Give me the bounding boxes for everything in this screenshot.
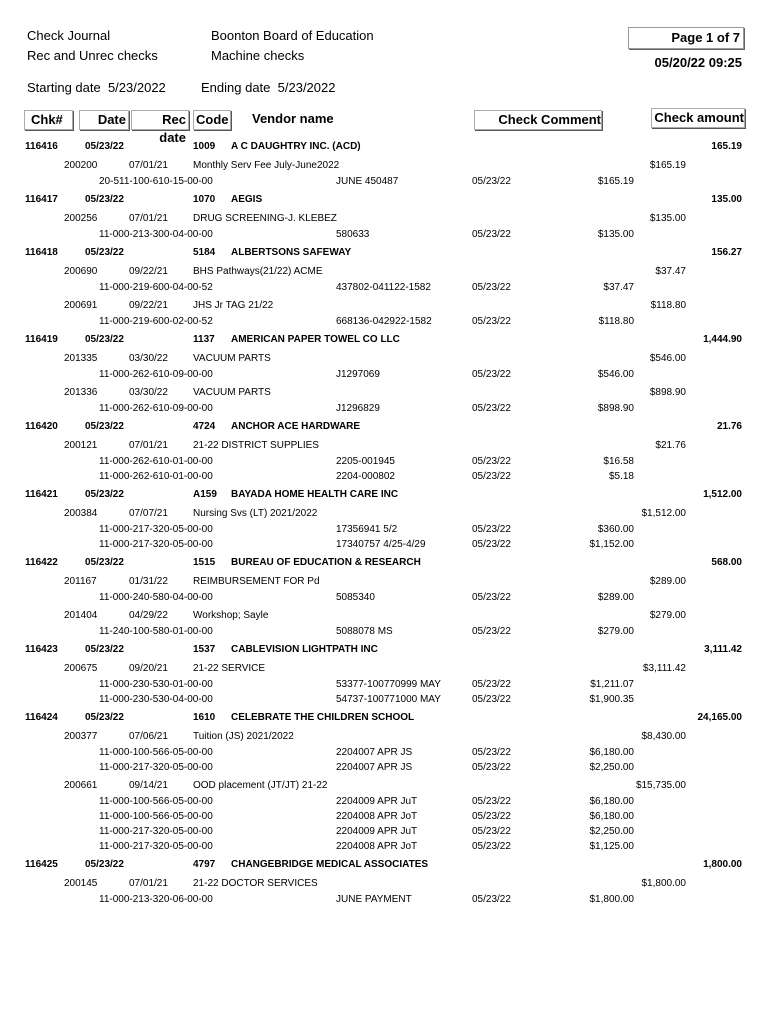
account-number: 11-000-217-320-05-00-00 bbox=[99, 826, 213, 837]
ending-date-label: Ending date bbox=[201, 80, 271, 95]
line-amount: $118.80 bbox=[598, 316, 634, 327]
line-amount: $1,211.07 bbox=[590, 679, 634, 690]
check-date: 05/23/22 bbox=[85, 557, 124, 568]
vendor-code: 4797 bbox=[193, 859, 216, 870]
invoice-description: Monthly Serv Fee July-June2022 bbox=[193, 160, 340, 171]
invoice-date: 01/31/22 bbox=[129, 576, 168, 587]
starting-date-block bbox=[27, 80, 166, 95]
check-number: 116425 bbox=[25, 859, 58, 870]
line-amount: $5.18 bbox=[608, 471, 634, 482]
line-rec-date: 05/23/22 bbox=[472, 176, 511, 187]
check-type: Machine checks bbox=[211, 48, 305, 63]
reference: 668136-042922-1582 bbox=[336, 316, 432, 327]
account-number: 11-000-230-530-04-00-00 bbox=[99, 694, 213, 705]
invoice-description: VACUUM PARTS bbox=[193, 353, 271, 364]
po-number: 200377 bbox=[64, 731, 98, 742]
line-rec-date: 05/23/22 bbox=[472, 679, 511, 690]
line-amount: $546.00 bbox=[597, 369, 634, 380]
check-number: 116423 bbox=[25, 644, 58, 655]
invoice-amount: $546.00 bbox=[649, 353, 686, 364]
line-amount: $2,250.00 bbox=[589, 762, 634, 773]
check-total: 165.19 bbox=[711, 141, 742, 152]
line-amount: $1,800.00 bbox=[589, 894, 634, 905]
col-header-comment: Check Comment bbox=[474, 110, 602, 130]
check-number: 116421 bbox=[25, 489, 58, 500]
invoice-amount: $1,512.00 bbox=[641, 508, 686, 519]
invoice-date: 07/01/21 bbox=[129, 440, 168, 451]
vendor-name: CELEBRATE THE CHILDREN SCHOOL bbox=[231, 712, 415, 723]
check-total: 568.00 bbox=[711, 557, 742, 568]
check-total: 156.27 bbox=[711, 247, 742, 258]
po-number: 201404 bbox=[64, 610, 98, 621]
invoice-amount: $165.19 bbox=[649, 160, 686, 171]
po-number: 201336 bbox=[64, 387, 98, 398]
line-amount: $16.58 bbox=[603, 456, 634, 467]
invoice-date: 07/01/21 bbox=[129, 878, 168, 889]
po-number: 200256 bbox=[64, 213, 98, 224]
po-number: 200121 bbox=[64, 440, 98, 451]
reference: J1296829 bbox=[336, 403, 380, 414]
invoice-date: 07/01/21 bbox=[129, 160, 168, 171]
line-rec-date: 05/23/22 bbox=[472, 403, 511, 414]
line-rec-date: 05/23/22 bbox=[472, 826, 511, 837]
reference: 2204008 APR JoT bbox=[336, 811, 418, 822]
account-number: 11-000-240-580-04-00-00 bbox=[99, 592, 213, 603]
po-number: 200690 bbox=[64, 266, 98, 277]
line-amount: $6,180.00 bbox=[589, 796, 634, 807]
account-number: 11-000-217-320-05-00-00 bbox=[99, 524, 213, 535]
check-date: 05/23/22 bbox=[85, 334, 124, 345]
po-number: 201335 bbox=[64, 353, 98, 364]
account-number: 11-000-100-566-05-00-00 bbox=[99, 747, 213, 758]
account-number: 11-000-262-610-01-00-00 bbox=[99, 456, 213, 467]
check-date: 05/23/22 bbox=[85, 194, 124, 205]
line-rec-date: 05/23/22 bbox=[472, 229, 511, 240]
invoice-description: 21-22 DISTRICT SUPPLIES bbox=[193, 440, 319, 451]
account-number: 11-000-100-566-05-00-00 bbox=[99, 811, 213, 822]
invoice-date: 03/30/22 bbox=[129, 353, 168, 364]
check-number: 116422 bbox=[25, 557, 58, 568]
reference: 2204007 APR JS bbox=[336, 747, 413, 758]
check-number: 116416 bbox=[25, 141, 58, 152]
vendor-name: BAYADA HOME HEALTH CARE INC bbox=[231, 489, 399, 500]
vendor-name: AMERICAN PAPER TOWEL CO LLC bbox=[231, 334, 400, 345]
reference: 2204007 APR JS bbox=[336, 762, 413, 773]
line-rec-date: 05/23/22 bbox=[472, 762, 511, 773]
account-number: 11-000-217-320-05-00-00 bbox=[99, 762, 213, 773]
report-title: Check Journal bbox=[27, 28, 111, 43]
line-rec-date: 05/23/22 bbox=[472, 626, 511, 637]
line-rec-date: 05/23/22 bbox=[472, 316, 511, 327]
line-rec-date: 05/23/22 bbox=[472, 747, 511, 758]
line-rec-date: 05/23/22 bbox=[472, 456, 511, 467]
starting-date: 5/23/2022 bbox=[107, 80, 166, 95]
account-number: 20-511-100-610-15-00-00 bbox=[99, 176, 213, 187]
line-rec-date: 05/23/22 bbox=[472, 524, 511, 535]
check-number: 116419 bbox=[25, 334, 58, 345]
check-date: 05/23/22 bbox=[85, 141, 124, 152]
vendor-code: 1137 bbox=[193, 334, 215, 345]
vendor-name: AEGIS bbox=[231, 194, 263, 205]
page-number: Page 1 of 7 bbox=[671, 30, 740, 45]
vendor-code: A159 bbox=[193, 489, 217, 500]
invoice-date: 09/22/21 bbox=[129, 300, 168, 311]
reference: 54737-100771000 MAY bbox=[336, 694, 441, 705]
account-number: 11-000-219-600-02-00-52 bbox=[99, 316, 213, 327]
reference: 17340757 4/25-4/29 bbox=[336, 539, 426, 550]
vendor-name: CABLEVISION LIGHTPATH INC bbox=[231, 644, 378, 655]
check-date: 05/23/22 bbox=[85, 421, 124, 432]
check-total: 3,111.42 bbox=[704, 644, 742, 655]
vendor-code: 1070 bbox=[193, 194, 216, 205]
line-amount: $6,180.00 bbox=[589, 811, 634, 822]
account-number: 11-000-100-566-05-00-00 bbox=[99, 796, 213, 807]
vendor-name: CHANGEBRIDGE MEDICAL ASSOCIATES bbox=[231, 859, 429, 870]
line-rec-date: 05/23/22 bbox=[472, 471, 511, 482]
invoice-description: Nursing Svs (LT) 2021/2022 bbox=[193, 508, 318, 519]
check-number: 116417 bbox=[25, 194, 58, 205]
invoice-amount: $1,800.00 bbox=[641, 878, 686, 889]
account-number: 11-000-262-610-09-00-00 bbox=[99, 369, 213, 380]
vendor-name: A C DAUGHTRY INC. (ACD) bbox=[231, 141, 361, 152]
line-amount: $1,152.00 bbox=[589, 539, 634, 550]
reference: 437802-041122-1582 bbox=[336, 282, 431, 293]
reference: 2204009 APR JuT bbox=[336, 826, 418, 837]
vendor-name: BUREAU OF EDUCATION & RESEARCH bbox=[231, 557, 421, 568]
check-total: 24,165.00 bbox=[697, 712, 742, 723]
check-date: 05/23/22 bbox=[85, 644, 124, 655]
invoice-description: Tuition (JS) 2021/2022 bbox=[193, 731, 294, 742]
invoice-amount: $118.80 bbox=[650, 300, 686, 311]
starting-date-label: Starting date bbox=[27, 80, 101, 95]
invoice-amount: $37.47 bbox=[655, 266, 686, 277]
check-date: 05/23/22 bbox=[85, 489, 124, 500]
invoice-amount: $279.00 bbox=[649, 610, 686, 621]
col-header-vendor: Vendor name bbox=[252, 111, 334, 126]
reference: 2204-000802 bbox=[336, 471, 395, 482]
invoice-date: 09/22/21 bbox=[129, 266, 168, 277]
vendor-name: ANCHOR ACE HARDWARE bbox=[231, 421, 361, 432]
reference: 5085340 bbox=[336, 592, 375, 603]
invoice-date: 03/30/22 bbox=[129, 387, 168, 398]
line-rec-date: 05/23/22 bbox=[472, 811, 511, 822]
col-header-date: Date bbox=[79, 110, 129, 130]
ending-date-block bbox=[201, 80, 335, 95]
reference: 5088078 MS bbox=[336, 626, 393, 637]
vendor-code: 1515 bbox=[193, 557, 216, 568]
po-number: 201167 bbox=[64, 576, 97, 587]
reference: 2204008 APR JoT bbox=[336, 841, 418, 852]
line-amount: $37.47 bbox=[603, 282, 634, 293]
invoice-date: 09/20/21 bbox=[129, 663, 168, 674]
account-number: 11-000-217-320-05-00-00 bbox=[99, 539, 213, 550]
line-rec-date: 05/23/22 bbox=[472, 841, 511, 852]
check-date: 05/23/22 bbox=[85, 859, 124, 870]
col-header-amount: Check amount bbox=[651, 108, 745, 128]
invoice-date: 07/01/21 bbox=[129, 213, 168, 224]
invoice-amount: $21.76 bbox=[655, 440, 686, 451]
line-rec-date: 05/23/22 bbox=[472, 369, 511, 380]
reference: JUNE 450487 bbox=[336, 176, 399, 187]
invoice-description: JHS Jr TAG 21/22 bbox=[193, 300, 274, 311]
line-rec-date: 05/23/22 bbox=[472, 592, 511, 603]
check-number: 116418 bbox=[25, 247, 58, 258]
account-number: 11-000-230-530-01-00-00 bbox=[99, 679, 213, 690]
reference: 2205-001945 bbox=[336, 456, 395, 467]
check-total: 1,800.00 bbox=[703, 859, 742, 870]
line-rec-date: 05/23/22 bbox=[472, 282, 511, 293]
run-datetime: 05/20/22 09:25 bbox=[654, 55, 742, 70]
col-header-rec-date: Rec date bbox=[131, 110, 189, 130]
invoice-description: REIMBURSEMENT FOR Pd bbox=[193, 576, 320, 587]
reference: JUNE PAYMENT bbox=[336, 894, 412, 905]
invoice-amount: $15,735.00 bbox=[635, 780, 686, 791]
check-date: 05/23/22 bbox=[85, 712, 124, 723]
col-header-chk: Chk# bbox=[24, 110, 73, 130]
report-subtitle: Rec and Unrec checks bbox=[27, 48, 158, 63]
col-header-code: Code bbox=[193, 110, 231, 130]
line-amount: $2,250.00 bbox=[589, 826, 634, 837]
line-amount: $165.19 bbox=[597, 176, 634, 187]
line-amount: $1,125.00 bbox=[589, 841, 634, 852]
invoice-amount: $8,430.00 bbox=[641, 731, 686, 742]
line-amount: $279.00 bbox=[597, 626, 634, 637]
check-date: 05/23/22 bbox=[85, 247, 124, 258]
reference: 17356941 5/2 bbox=[336, 524, 398, 535]
invoice-description: BHS Pathways(21/22) ACME bbox=[193, 266, 323, 277]
invoice-description: Workshop; Sayle bbox=[193, 610, 269, 621]
reference: 580633 bbox=[336, 229, 370, 240]
invoice-date: 04/29/22 bbox=[129, 610, 168, 621]
account-number: 11-000-219-600-04-00-52 bbox=[99, 282, 213, 293]
reference: 2204009 APR JuT bbox=[336, 796, 418, 807]
account-number: 11-000-262-610-09-00-00 bbox=[99, 403, 213, 414]
po-number: 200675 bbox=[64, 663, 98, 674]
line-amount: $6,180.00 bbox=[589, 747, 634, 758]
invoice-amount: $135.00 bbox=[649, 213, 686, 224]
reference: 53377-100770999 MAY bbox=[336, 679, 441, 690]
check-total: 1,512.00 bbox=[703, 489, 742, 500]
vendor-code: 1610 bbox=[193, 712, 216, 723]
po-number: 200691 bbox=[64, 300, 98, 311]
invoice-amount: $289.00 bbox=[649, 576, 686, 587]
invoice-description: 21-22 DOCTOR SERVICES bbox=[193, 878, 318, 889]
invoice-description: OOD placement (JT/JT) 21-22 bbox=[193, 780, 328, 791]
line-rec-date: 05/23/22 bbox=[472, 894, 511, 905]
check-number: 116420 bbox=[25, 421, 58, 432]
check-number: 116424 bbox=[25, 712, 58, 723]
invoice-description: DRUG SCREENING-J. KLEBEZ bbox=[193, 213, 337, 224]
line-amount: $289.00 bbox=[597, 592, 634, 603]
check-total: 21.76 bbox=[716, 421, 742, 432]
account-number: 11-000-262-610-01-00-00 bbox=[99, 471, 213, 482]
org-name: Boonton Board of Education bbox=[211, 28, 374, 43]
line-amount: $360.00 bbox=[597, 524, 634, 535]
vendor-code: 1009 bbox=[193, 141, 216, 152]
line-amount: $135.00 bbox=[597, 229, 634, 240]
account-number: 11-240-100-580-01-00-00 bbox=[99, 626, 213, 637]
line-rec-date: 05/23/22 bbox=[472, 796, 511, 807]
account-number: 11-000-217-320-05-00-00 bbox=[99, 841, 213, 852]
po-number: 200145 bbox=[64, 878, 98, 889]
invoice-date: 07/07/21 bbox=[129, 508, 168, 519]
po-number: 200384 bbox=[64, 508, 98, 519]
invoice-date: 09/14/21 bbox=[129, 780, 168, 791]
check-total: 135.00 bbox=[711, 194, 742, 205]
po-number: 200200 bbox=[64, 160, 98, 171]
vendor-code: 5184 bbox=[193, 247, 216, 258]
vendor-code: 1537 bbox=[193, 644, 216, 655]
vendor-name: ALBERTSONS SAFEWAY bbox=[231, 247, 352, 258]
invoice-amount: $898.90 bbox=[649, 387, 686, 398]
reference: J1297069 bbox=[336, 369, 380, 380]
ending-date: 5/23/2022 bbox=[277, 80, 336, 95]
line-rec-date: 05/23/22 bbox=[472, 694, 511, 705]
po-number: 200661 bbox=[64, 780, 98, 791]
account-number: 11-000-213-320-06-00-00 bbox=[99, 894, 213, 905]
invoice-amount: $3,111.42 bbox=[642, 663, 686, 674]
account-number: 11-000-213-300-04-00-00 bbox=[99, 229, 213, 240]
line-amount: $898.90 bbox=[597, 403, 634, 414]
check-total: 1,444.90 bbox=[703, 334, 742, 345]
line-rec-date: 05/23/22 bbox=[472, 539, 511, 550]
invoice-description: VACUUM PARTS bbox=[193, 387, 271, 398]
line-amount: $1,900.35 bbox=[589, 694, 634, 705]
invoice-date: 07/06/21 bbox=[129, 731, 168, 742]
invoice-description: 21-22 SERVICE bbox=[193, 663, 266, 674]
page-indicator bbox=[628, 27, 744, 49]
vendor-code: 4724 bbox=[193, 421, 216, 432]
